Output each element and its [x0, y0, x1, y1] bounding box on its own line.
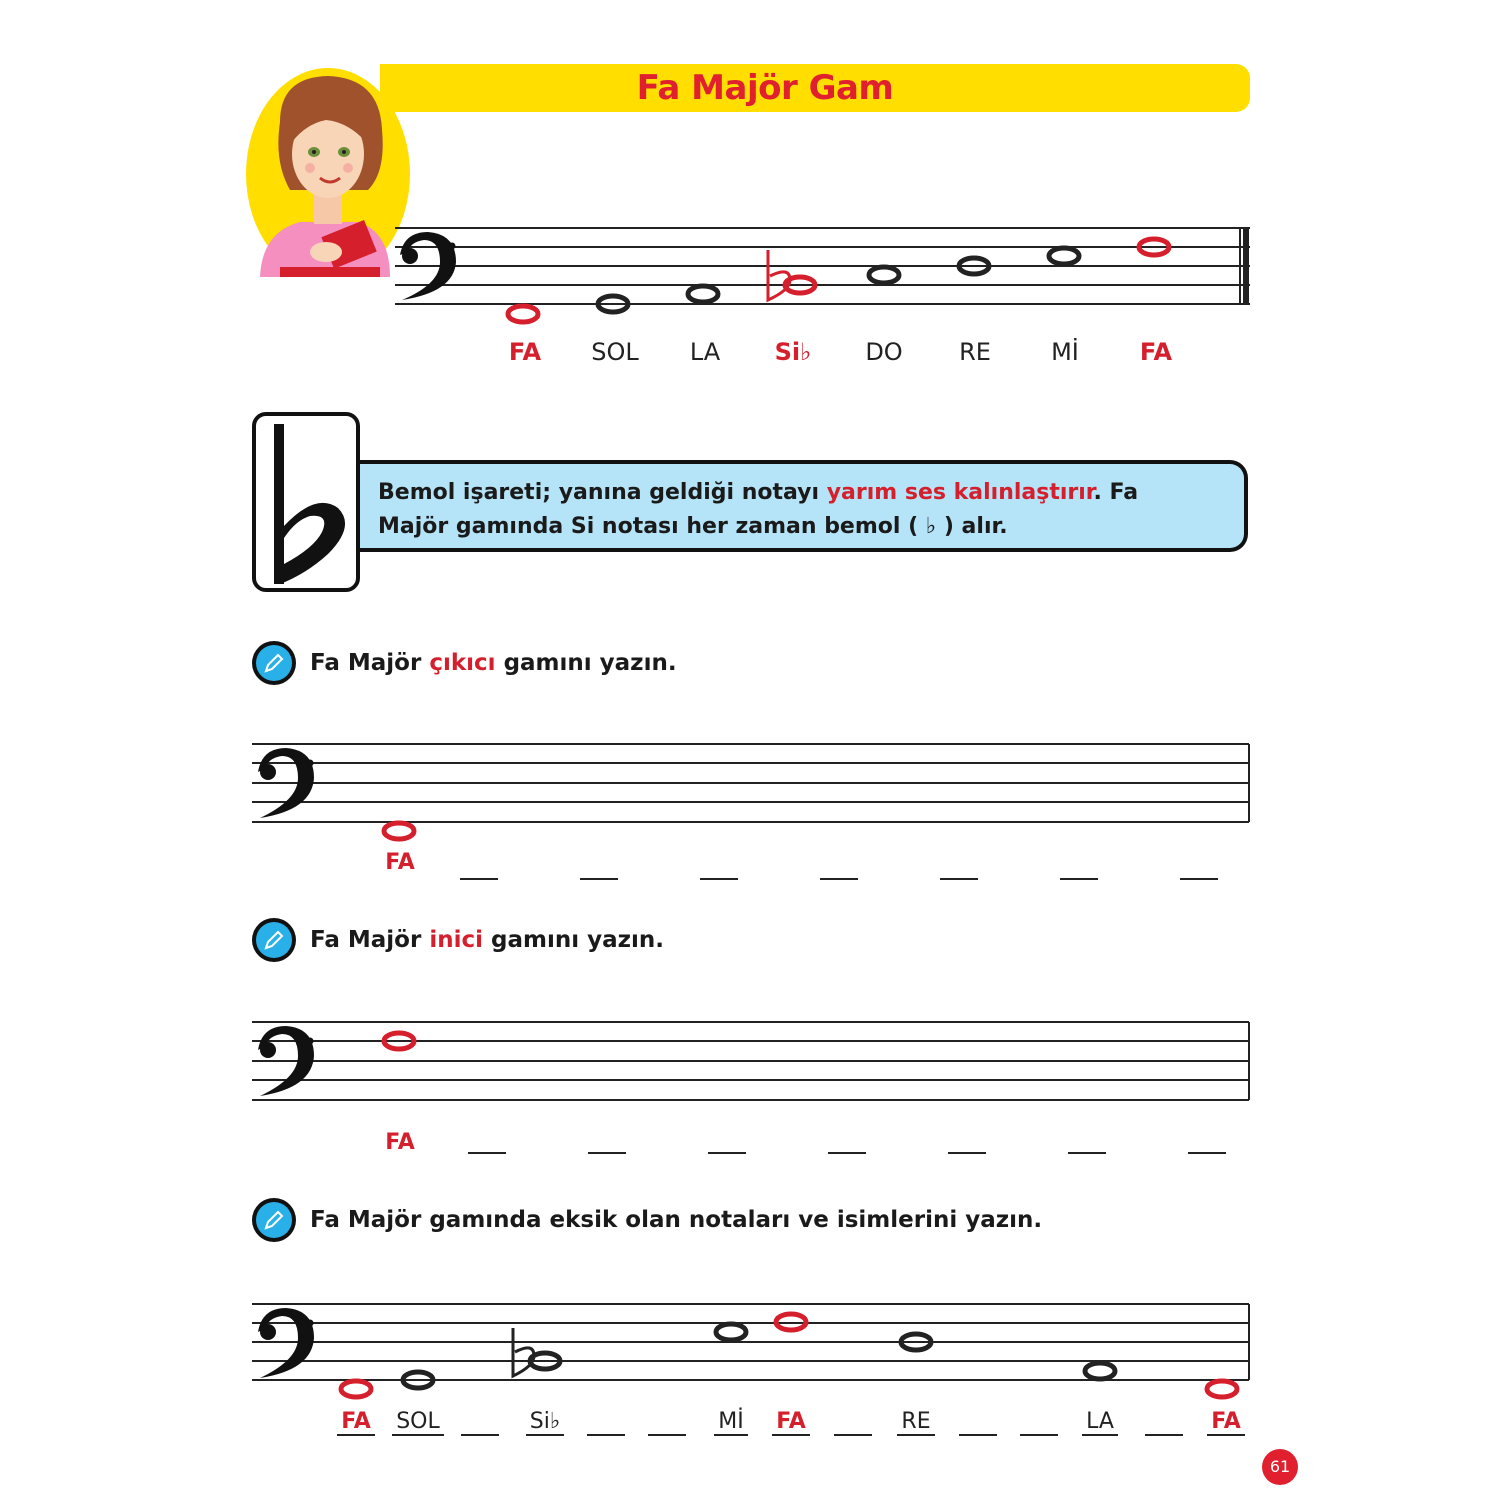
exercise3-staff: [252, 1304, 1249, 1380]
answer-blank[interactable]: [1145, 1434, 1183, 1436]
answer-blank[interactable]: [1180, 878, 1218, 880]
answer-blank[interactable]: [460, 878, 498, 880]
exercise3-label-la: LA: [1065, 1409, 1135, 1434]
exercise3-label-mi: Mİ: [696, 1409, 766, 1434]
pencil-icon: [252, 918, 296, 962]
exercise1-suffix: gamını yazın.: [495, 650, 677, 676]
scale-label-la: LA: [689, 338, 721, 366]
pencil-icon: [252, 1198, 296, 1242]
answer-blank[interactable]: [1060, 878, 1098, 880]
exercise3-label-fa-mid: FA: [756, 1409, 826, 1434]
scale-label-re: RE: [959, 338, 991, 366]
answer-blank[interactable]: [587, 1434, 625, 1436]
exercise2-heading: [252, 916, 664, 964]
page-title: Fa Majör Gam: [636, 68, 894, 108]
answer-blank[interactable]: [940, 878, 978, 880]
exercise3-label-sol: SOL: [383, 1409, 453, 1434]
flat-symbol-card: [252, 412, 360, 592]
exercise1-start-note: [384, 823, 414, 839]
flat-large-icon: [256, 416, 356, 588]
answer-blank[interactable]: [959, 1434, 997, 1436]
scale-label-sol: SOL: [591, 338, 639, 366]
exercise2-suffix: gamını yazın.: [483, 927, 665, 953]
answer-blank[interactable]: [1068, 1152, 1106, 1154]
exercise3-label-re: RE: [881, 1409, 951, 1434]
answer-blank[interactable]: [580, 878, 618, 880]
answer-blank[interactable]: [828, 1152, 866, 1154]
info-text-part2: . Fa: [1093, 480, 1139, 505]
answer-blank[interactable]: [588, 1152, 626, 1154]
scale-label-fa: FA: [508, 338, 542, 366]
answer-blank[interactable]: [820, 878, 858, 880]
exercise3-heading: [252, 1196, 1042, 1244]
exercise1-start-label: FA: [385, 850, 415, 875]
answer-blank[interactable]: [708, 1152, 746, 1154]
exercise2-highlight: inici: [429, 927, 484, 953]
scale-label-mi: Mİ: [1051, 338, 1079, 366]
answer-blank[interactable]: [1020, 1434, 1058, 1436]
pencil-icon: [252, 641, 296, 685]
exercise3-label-fa-end: FA: [1191, 1409, 1261, 1434]
page-number-badge: 61: [1262, 1449, 1298, 1485]
answer-blank[interactable]: [700, 878, 738, 880]
exercise1-heading: [252, 639, 677, 687]
info-text-part1: Bemol işareti; yanına geldiği notayı: [378, 480, 827, 505]
scale-label-sib: Si♭: [774, 338, 812, 366]
exercise1-prefix: Fa Majör: [310, 650, 430, 676]
scale-label-fa-high: FA: [1139, 338, 1173, 366]
answer-blank[interactable]: [948, 1152, 986, 1154]
answer-blank[interactable]: [1188, 1152, 1226, 1154]
answer-blank[interactable]: [834, 1434, 872, 1436]
answer-blank[interactable]: [648, 1434, 686, 1436]
exercise2-start-label: FA: [385, 1130, 415, 1155]
main-staff: [395, 228, 1250, 304]
exercise3-label-sib: Si♭: [510, 1409, 580, 1434]
info-box: [360, 460, 1248, 552]
exercise1-highlight: çıkıcı: [429, 650, 496, 676]
answer-blank[interactable]: [461, 1434, 499, 1436]
scale-label-do: DO: [865, 338, 903, 366]
exercise2-prefix: Fa Majör: [310, 927, 430, 953]
scale-note-heads: [508, 239, 1169, 322]
exercise3-note-heads: [341, 1314, 1237, 1397]
exercise3-label-fa: FA: [321, 1409, 391, 1434]
info-text-line2: Majör gamında Si notası her zaman bemol ( ♭ ) alır.: [378, 514, 1008, 539]
flat-sign-icon: [513, 1328, 534, 1376]
flat-sign-icon: [768, 250, 790, 300]
answer-blank[interactable]: [468, 1152, 506, 1154]
exercise1-staff: [252, 744, 1249, 822]
exercise3-text: Fa Majör gamında eksik olan notaları ve isimlerini yazın.: [310, 1207, 1043, 1233]
info-text-highlight: yarım ses kalınlaştırır: [826, 480, 1094, 505]
